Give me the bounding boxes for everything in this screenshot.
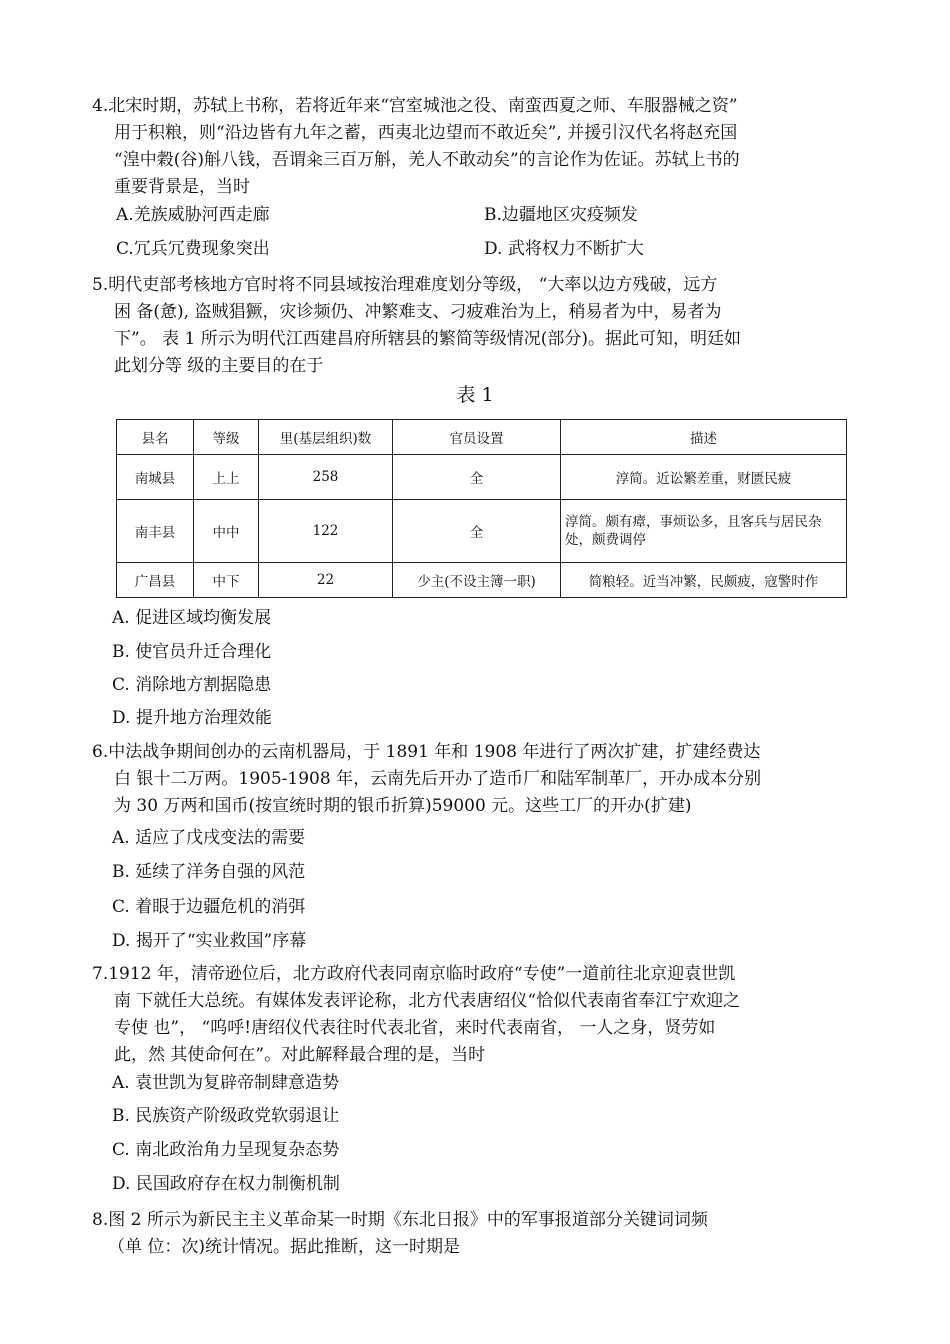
table-header-cell: 描述 (561, 420, 847, 455)
q6-option-b[interactable]: B. 延续了洋务自强的风范 (112, 862, 306, 882)
table-cell: 广昌县 (117, 563, 194, 598)
table-cell: 全 (393, 500, 561, 563)
table-cell: 南丰县 (117, 500, 194, 563)
table-header-cell: 里(基层组织)数 (259, 420, 393, 455)
question-text-line: 8.图 2 所示为新民主主义革命某一时期《东北日报》中的军事报道部分关键词词频 (92, 1210, 708, 1230)
table-cell: 中下 (194, 563, 259, 598)
question-text-line: 此，然 其使命何在”。对此解释最合理的是，当时 (114, 1045, 486, 1065)
question-text-line: 4.北宋时期，苏轼上书称，若将近年来“宫室城池之役、南蛮西夏之师、车服器械之资” (92, 96, 738, 116)
table-cell: 淳简。颇有瘴，事烦讼多，且客兵与居民杂处，颇费调停 (561, 500, 847, 563)
question-text-line: 困 备(惫), 盗贼猖獗，灾诊频仍、冲繁难支、刁疲难治为上，稍易者为中，易者为 (114, 302, 722, 322)
q5-option-a[interactable]: A. 促进区域均衡发展 (112, 608, 272, 628)
question-text-line: 用于积粮，则“沿边皆有九年之蓄，西夷北边望而不敢近矣”, 并援引汉代名将赵充国 (114, 123, 738, 143)
table-row (117, 455, 847, 500)
table-cell: 中中 (194, 500, 259, 563)
table-cell: 22 (259, 563, 393, 598)
table-cell: 122 (259, 500, 393, 563)
table-caption: 表 1 (456, 384, 494, 406)
question-text-line: （单 位：次)统计情况。据此推断，这一时期是 (108, 1237, 461, 1257)
table-cell: 258 (259, 455, 393, 500)
question-4-stem (92, 93, 862, 201)
table-cell: 南城县 (117, 455, 194, 500)
q4-option-d[interactable]: D. 武将权力不断扩大 (484, 239, 644, 259)
question-5-stem (92, 272, 862, 380)
q6-option-c[interactable]: C. 着眼于边疆危机的消弭 (112, 897, 306, 917)
q7-option-d[interactable]: D. 民国政府存在权力制衡机制 (112, 1174, 340, 1194)
question-text-line: 白 银十二万两。1905-1908 年，云南先后开办了造币厂和陆军制革厂，开办成本分别 (114, 769, 762, 789)
q4-option-b[interactable]: B.边疆地区灾疫频发 (484, 205, 638, 225)
table-row (117, 563, 847, 598)
q5-option-c[interactable]: C. 消除地方割据隐患 (112, 675, 272, 695)
q4-option-c[interactable]: C.冗兵冗费现象突出 (116, 239, 270, 259)
table-cell: 全 (393, 455, 561, 500)
q6-option-d[interactable]: D. 揭开了“实业救国”序幕 (112, 931, 307, 951)
question-text-line: 此划分等 级的主要目的在于 (114, 356, 324, 376)
question-text-line: 6.中法战争期间创办的云南机器局，于 1891 年和 1908 年进行了两次扩建，扩建经费达 (92, 742, 761, 762)
question-8-stem (92, 1207, 862, 1261)
table-cell: 简粮轻。近当冲繁，民颇疲，寇警时作 (561, 563, 847, 598)
question-text-line: 专使 也”， “呜呼!唐绍仪代表往时代表北省，来时代表南省， 一人之身，贤劳如 (114, 1018, 716, 1038)
q6-option-a[interactable]: A. 适应了戊戌变法的需要 (112, 828, 306, 848)
table-cell: 淳简。近讼繁差重，财匮民疲 (561, 455, 847, 500)
q5-option-d[interactable]: D. 提升地方治理效能 (112, 708, 272, 728)
q7-option-b[interactable]: B. 民族资产阶级政党软弱退让 (112, 1106, 340, 1126)
table-header-row (117, 420, 847, 455)
table-header-cell: 等级 (194, 420, 259, 455)
question-6-stem (92, 739, 862, 820)
question-text-line: 5.明代吏部考核地方官时将不同县域按治理难度划分等级， “大率以边方残破，远方 (92, 275, 718, 295)
question-text-line: 重要背景是，当时 (114, 177, 250, 197)
question-text-line: 南 下就任大总统。有媒体发表评论称，北方代表唐绍仪“恰似代表南省奉江宁欢迎之 (114, 991, 741, 1011)
q5-option-b[interactable]: B. 使官员升迁合理化 (112, 642, 272, 662)
table-row (117, 500, 847, 563)
table-header-cell: 官员设置 (393, 420, 561, 455)
county-grade-table (116, 419, 847, 598)
question-text-line: “湟中穀(谷)斛八钱，吾谓籴三百万斛，羌人不敢动矣”的言论作为佐证。苏轼上书的 (114, 150, 740, 170)
table-cell: 上上 (194, 455, 259, 500)
question-text-line: 为 30 万两和国币(按宣统时期的银币折算)59000 元。这些工厂的开办(扩建) (114, 796, 692, 816)
question-text-line: 7.1912 年，清帝逊位后，北方政府代表同南京临时政府“专使”一道前往北京迎袁世凯 (92, 964, 736, 984)
question-text-line: 下”。 表 1 所示为明代江西建昌府所辖县的繁简等级情况(部分)。据此可知，明廷如 (114, 329, 741, 349)
table-cell: 少主(不设主簿一职) (393, 563, 561, 598)
q7-option-c[interactable]: C. 南北政治角力呈现复杂态势 (112, 1140, 340, 1160)
q7-option-a[interactable]: A. 袁世凯为复辟帝制肆意造势 (112, 1073, 340, 1093)
q4-option-a[interactable]: A.羌族威胁河西走廊 (116, 205, 270, 225)
question-7-stem (92, 961, 862, 1069)
table-header-cell: 县名 (117, 420, 194, 455)
